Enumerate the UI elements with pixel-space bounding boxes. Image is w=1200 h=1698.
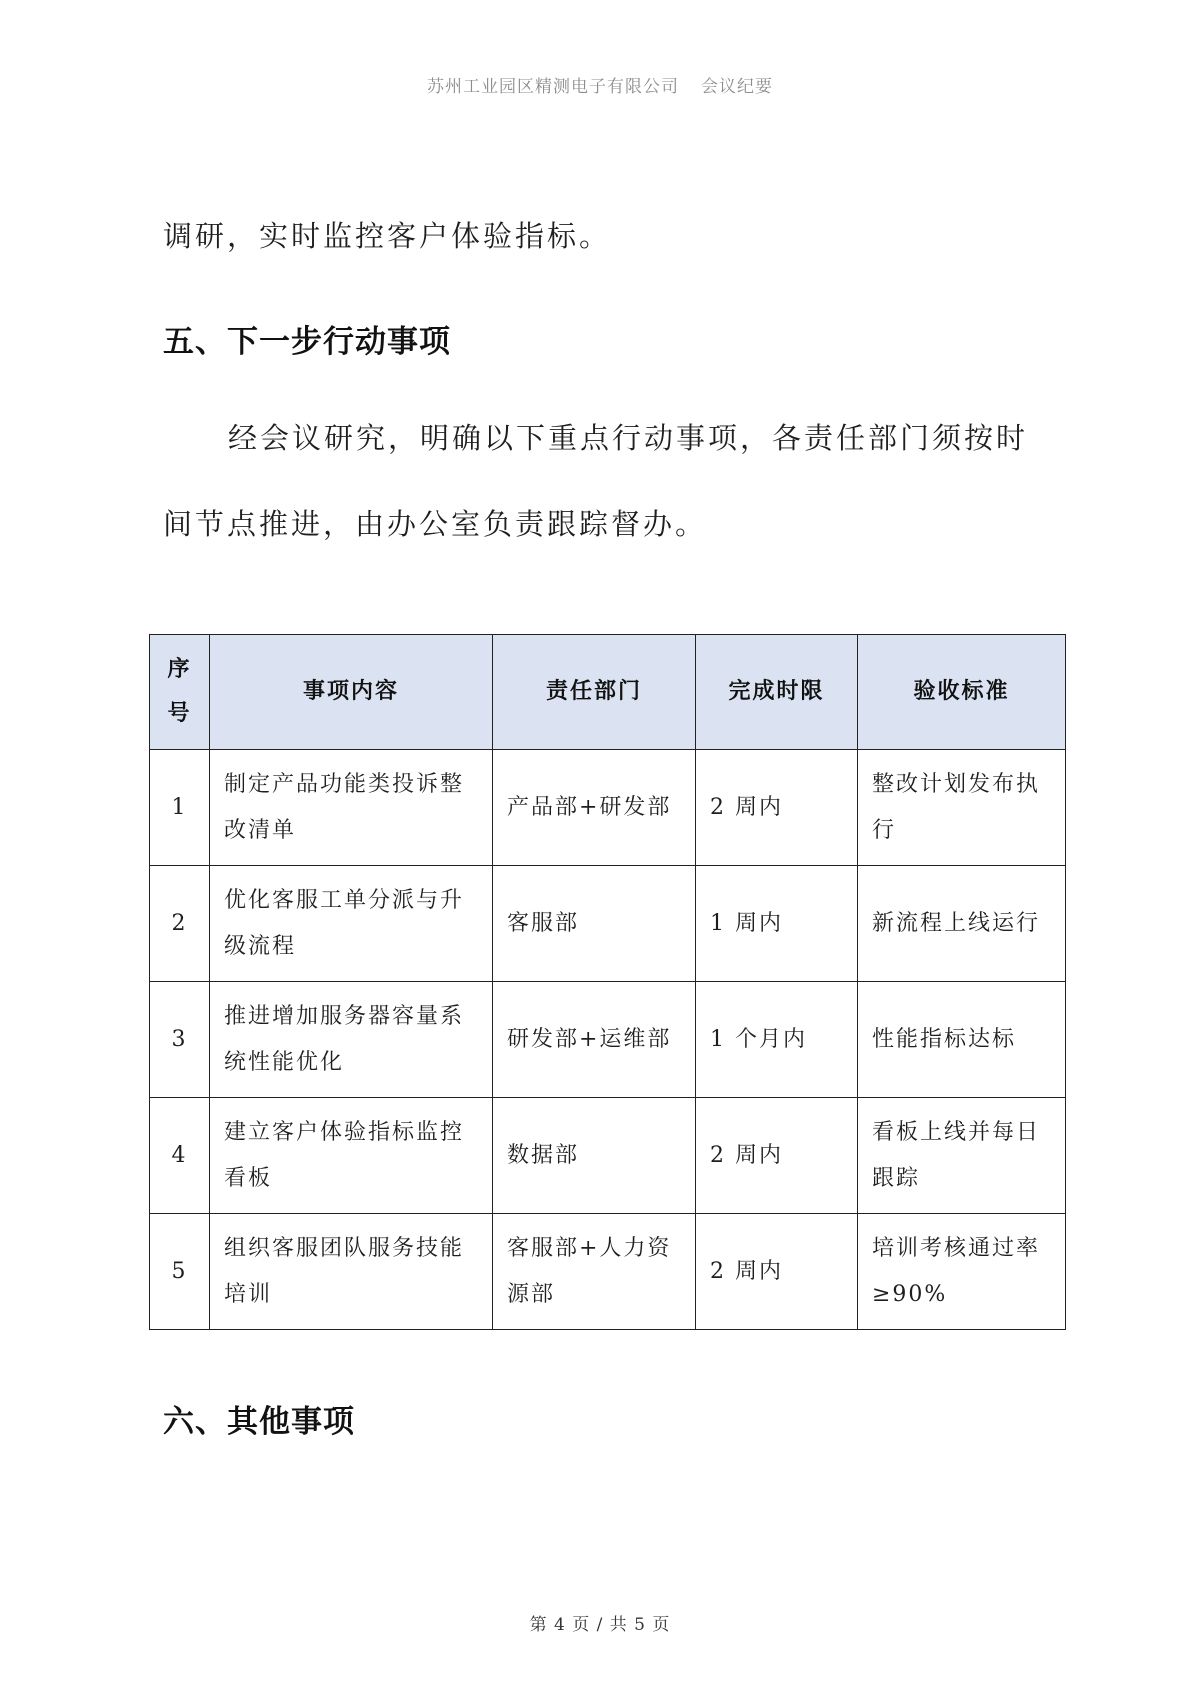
cell-item-content: 建立客户体验指标监控看板 [210, 1098, 493, 1214]
section-5-title: 五、下一步行动事项 [163, 324, 451, 360]
header-deadline: 完成时限 [696, 635, 858, 750]
cell-responsible-dept: 数据部 [493, 1098, 696, 1214]
cell-responsible-dept: 研发部+运维部 [493, 982, 696, 1098]
cell-serial-no: 2 [150, 866, 210, 982]
header-company: 苏州工业园区精测电子有限公司 [427, 77, 679, 97]
section-5-paragraph-line-2: 间节点推进，由办公室负责跟踪督办。 [163, 507, 708, 541]
cell-serial-no: 4 [150, 1098, 210, 1214]
table-row [150, 1098, 1066, 1214]
section-6-title: 六、其他事项 [163, 1404, 355, 1440]
cell-acceptance-criteria: 整改计划发布执行 [858, 750, 1066, 866]
table-row [150, 866, 1066, 982]
action-items-table [149, 634, 1066, 1330]
cell-item-content: 制定产品功能类投诉整改清单 [210, 750, 493, 866]
page-footer: 第 4 页 / 共 5 页 [529, 1615, 671, 1635]
header-item-content: 事项内容 [210, 635, 493, 750]
cell-deadline: 1 周内 [696, 866, 858, 982]
cell-serial-no: 5 [150, 1214, 210, 1330]
cell-acceptance-criteria: 性能指标达标 [858, 982, 1066, 1098]
cell-serial-no: 1 [150, 750, 210, 866]
cell-item-content: 推进增加服务器容量系统性能优化 [210, 982, 493, 1098]
header-doc-type: 会议纪要 [701, 77, 773, 97]
cell-acceptance-criteria: 培训考核通过率≥90% [858, 1214, 1066, 1330]
header-acceptance-criteria: 验收标准 [858, 635, 1066, 750]
cell-acceptance-criteria: 看板上线并每日跟踪 [858, 1098, 1066, 1214]
section-5-paragraph-line-1: 经会议研究，明确以下重点行动事项，各责任部门须按时 [228, 421, 1029, 455]
table-row [150, 750, 1066, 866]
cell-deadline: 2 周内 [696, 1214, 858, 1330]
header-serial-no-bottom: 号 [167, 701, 192, 726]
table-row [150, 982, 1066, 1098]
page-header [0, 72, 1200, 97]
header-responsible-dept: 责任部门 [493, 635, 696, 750]
table-row [150, 1214, 1066, 1330]
continued-paragraph-line: 调研，实时监控客户体验指标。 [163, 219, 612, 253]
cell-responsible-dept: 客服部+人力资源部 [493, 1214, 696, 1330]
cell-responsible-dept: 产品部+研发部 [493, 750, 696, 866]
cell-responsible-dept: 客服部 [493, 866, 696, 982]
cell-item-content: 组织客服团队服务技能培训 [210, 1214, 493, 1330]
cell-deadline: 1 个月内 [696, 982, 858, 1098]
cell-serial-no: 3 [150, 982, 210, 1098]
cell-deadline: 2 周内 [696, 750, 858, 866]
header-serial-no-top: 序 [167, 657, 192, 682]
table-header-row [150, 635, 1066, 750]
cell-acceptance-criteria: 新流程上线运行 [858, 866, 1066, 982]
header-serial-no [150, 635, 210, 750]
cell-item-content: 优化客服工单分派与升级流程 [210, 866, 493, 982]
cell-deadline: 2 周内 [696, 1098, 858, 1214]
